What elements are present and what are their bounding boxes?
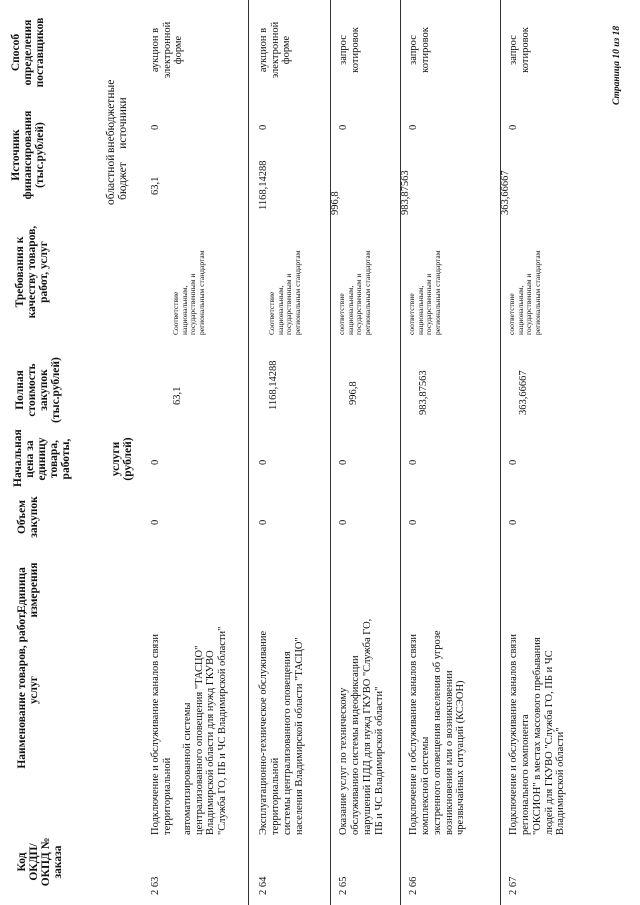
row-regional: 363,66667 bbox=[500, 170, 511, 215]
row-volume: 0 bbox=[508, 519, 519, 525]
row-method: запрос котировок bbox=[408, 27, 431, 73]
row-divider bbox=[500, 0, 501, 905]
row-total: 983,87563 bbox=[418, 370, 429, 415]
row-regional: 983,87563 bbox=[400, 170, 411, 215]
row-divider bbox=[400, 0, 401, 905]
row-divider bbox=[248, 0, 249, 905]
row-volume: 0 bbox=[408, 519, 419, 525]
row-name-a: Подключение и обслуживание каналов связи комплексной системы bbox=[408, 634, 431, 835]
row-number: 2 65 bbox=[338, 876, 349, 895]
row-price: 0 bbox=[508, 459, 519, 465]
row-price: 0 bbox=[150, 459, 161, 465]
header-method: Способ определения поставщиков bbox=[10, 17, 46, 88]
row-volume: 0 bbox=[258, 519, 269, 525]
row-name-b: автоматизированной системы централизованного оповещения "ТАСЦО" Владимирской области для нужд ГКУВО "Служба ГО, ПБ и ЧС Владимирской области" bbox=[182, 626, 228, 835]
row-total: 63,1 bbox=[172, 386, 183, 405]
row-regional: 63,1 bbox=[150, 176, 161, 195]
row-number: 2 63 bbox=[150, 876, 161, 895]
row-divider bbox=[330, 0, 331, 905]
header-code: Код ОКДП/ ОКПД № заказа bbox=[16, 837, 64, 887]
row-volume: 0 bbox=[150, 519, 161, 525]
row-number: 2 66 bbox=[408, 876, 419, 895]
header-funding-regional: областной бюджет bbox=[105, 154, 129, 205]
row-method: аукцион в электронной форме bbox=[258, 21, 292, 79]
header-unit-price-2: услуги (рублей) bbox=[110, 437, 134, 481]
row-method: запрос котировок bbox=[338, 27, 361, 73]
page-footer: Страница 10 из 18 bbox=[612, 25, 622, 105]
row-number: 2 67 bbox=[508, 876, 519, 895]
header-funding-extra: внебюджетные источники bbox=[105, 79, 129, 153]
row-price: 0 bbox=[338, 459, 349, 465]
header-unit: Единица измерения bbox=[16, 562, 40, 618]
row-regional: 1168,14288 bbox=[258, 160, 269, 210]
row-requirements: соответствие национальным, государственным и региональным стандартам bbox=[507, 250, 542, 335]
row-volume: 0 bbox=[338, 519, 349, 525]
row-name-b: нарушений ПДД для нужд ГКУВО "Служба ГО, ПБ и ЧС Владимирской области" bbox=[362, 618, 385, 835]
header-requirements: Требования к качеству товаров, работ, услуг bbox=[14, 225, 50, 319]
row-method: запрос котировок bbox=[508, 27, 531, 73]
row-total: 1168,14288 bbox=[268, 360, 279, 410]
header-unit-price: Начальная цена за единицу товара, работы, bbox=[12, 429, 72, 487]
row-name-b: экстренного оповещения населения об угрозе возникновения или о возникновении чрезвычайных ситуаций (КСЭОН) bbox=[432, 630, 466, 835]
header-volume: Объем закупок bbox=[16, 496, 40, 538]
row-extra: 0 bbox=[338, 124, 349, 130]
row-extra: 0 bbox=[258, 124, 269, 130]
row-name-b: системы централизованного оповещения населения Владимирской области "ТАСЦО" bbox=[282, 637, 305, 835]
row-price: 0 bbox=[408, 459, 419, 465]
row-method: аукцион в электронной форме bbox=[150, 21, 184, 79]
row-total: 996,8 bbox=[348, 381, 359, 405]
row-extra: 0 bbox=[508, 124, 519, 130]
row-extra: 0 bbox=[408, 124, 419, 130]
row-number: 2 64 bbox=[258, 876, 269, 895]
row-regional: 996,8 bbox=[330, 191, 341, 215]
header-total: Полная стоимость закупок (тыс.рублей) bbox=[14, 357, 62, 423]
row-total: 363,66667 bbox=[518, 370, 529, 415]
row-requirements: Соответствие национальным, государственным и региональным стандартам bbox=[171, 250, 206, 335]
row-requirements: соответствие национальным, государственным и региональным стандартам bbox=[407, 250, 442, 335]
row-name-a: Оказание услуг по техническому обслуживанию системы видеофиксации bbox=[338, 655, 361, 835]
row-price: 0 bbox=[258, 459, 269, 465]
row-requirements: соответствие национальным, государственным и региональным стандартам bbox=[337, 250, 372, 335]
row-name-b: "ОКСИОН" в местах массового пребывания людей для ГКУВО "Служба ГО, ПБ и ЧС Владимирской области" bbox=[532, 637, 566, 835]
row-name-a: Подключение и обслуживание каналов связи территориальной bbox=[150, 634, 173, 835]
header-funding: Источник финансирования (тыс.рублей) bbox=[10, 110, 46, 200]
row-name-a: Подключение и обслуживание каналов связи регионального компонента bbox=[508, 634, 531, 835]
row-name-a: Эксплуатационно-техническое обслуживание территориальной bbox=[258, 630, 281, 835]
row-extra: 0 bbox=[150, 124, 161, 130]
header-name: Наименование товаров, работ, услуг bbox=[16, 611, 40, 769]
row-requirements: Соответствие национальным, государственным и региональным стандартам bbox=[267, 250, 302, 335]
